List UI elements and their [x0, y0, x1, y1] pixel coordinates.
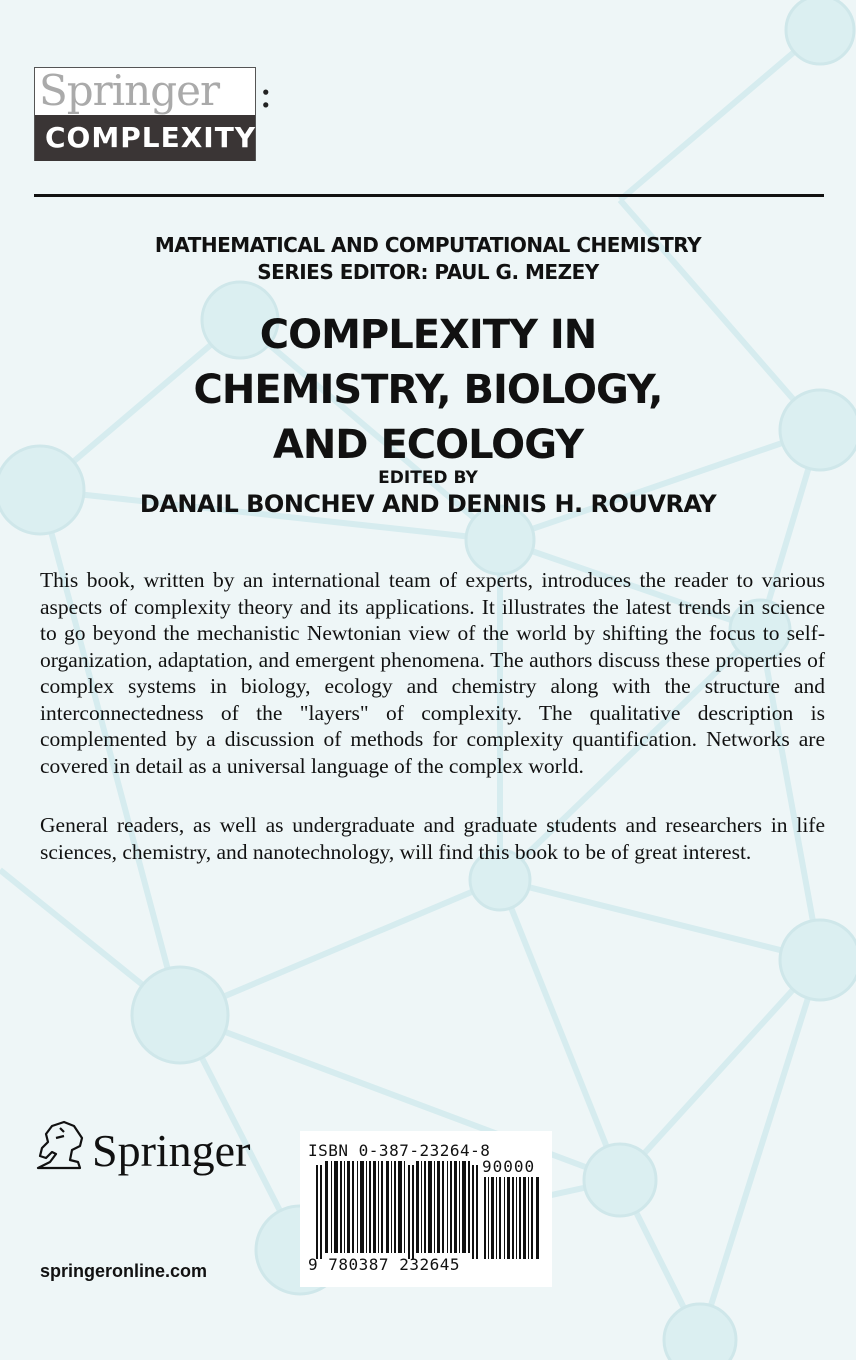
ean-number: 9 780387 232645 — [308, 1255, 460, 1274]
book-title — [0, 308, 856, 473]
series-logo-colon: : — [259, 71, 273, 117]
series-logo-brand: Springer — [35, 68, 255, 115]
edited-by-label: EDITED BY — [378, 468, 478, 488]
series-logo — [34, 67, 256, 161]
book-title-line: CHEMISTRY, BIOLOGY, — [193, 367, 663, 413]
book-title-line: AND ECOLOGY — [272, 422, 584, 468]
barcode — [300, 1131, 552, 1287]
book-title-line: COMPLEXITY IN — [259, 312, 597, 358]
publisher-name: Springer — [92, 1125, 251, 1176]
series-title: MATHEMATICAL AND COMPUTATIONAL CHEMISTRY — [154, 233, 702, 257]
series-editor: SERIES EDITOR: PAUL G. MEZEY — [257, 260, 599, 284]
header-rule — [34, 194, 824, 197]
description-paragraph-1: This book, written by an international team of experts, introduces the reader to various aspects of complexity theory and its applications. It illustrates the latest trends in science to go beyond the mechanistic Newtonian view of the world by shifting the focus to self-organization, adaptation, and emergent phenomena. The authors discuss these properties of complex systems in biology, ecology and chemistry along with the structure and interconnectedness of the "layers" of complexity. The qualitative description is complemented by a discussion of methods for complexity quantification. Networks are covered in detail as a universal language of the complex world. — [40, 568, 825, 778]
book-authors: DANAIL BONCHEV AND DENNIS H. ROUVRAY — [139, 490, 717, 518]
series-logo-name: COMPLEXITY — [35, 115, 255, 161]
isbn-number: ISBN 0-387-23264-8 — [308, 1141, 491, 1160]
publisher-url[interactable]: springeronline.com — [40, 1261, 208, 1281]
barcode-addon: 90000 — [482, 1157, 536, 1176]
springer-horse-icon — [30, 1118, 90, 1178]
description-paragraph-2: General readers, as well as undergraduate and graduate students and researchers in life sciences, chemistry, and nanotechnology, will find this book to be of great interest. — [40, 813, 825, 864]
